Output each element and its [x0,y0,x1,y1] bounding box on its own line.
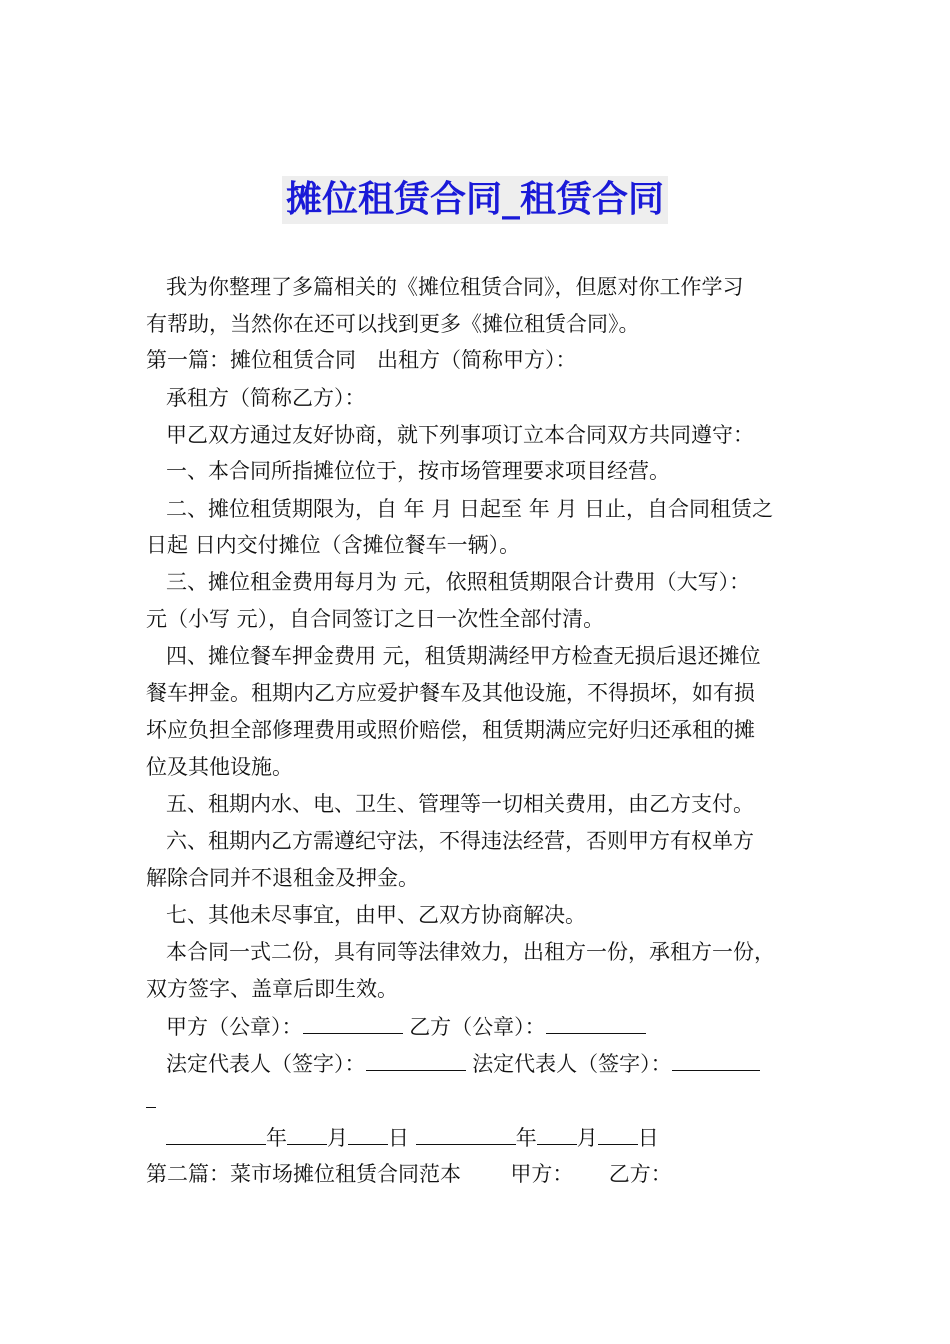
day-b-blank [598,1122,638,1145]
part-two-heading: 第二篇：菜市场摊位租赁合同范本 [146,1162,461,1186]
clause-7: 七、其他未尽事宜，由甲、乙双方协商解决。 [166,903,586,927]
paragraph-line: 本合同一式二份，具有同等法律效力，出租方一份，承租方一份， [166,940,775,964]
day-label: 日 [388,1126,409,1150]
day-a-blank [348,1122,388,1145]
legal-rep-line [166,1048,760,1079]
paragraph-line: 承租方（简称乙方）： [166,386,366,410]
paragraph-line: 坏应负担全部修理费用或照价赔偿，租赁期满应完好归还承租的摊 [146,718,755,742]
legal-rep-b-blank-continued [146,1085,156,1108]
legal-rep-b-blank [672,1048,760,1071]
day-label: 日 [637,1126,659,1150]
document-title-wrap [0,176,950,230]
paragraph-line: 日起 日内交付摊位（含摊位餐车一辆）。 [146,533,521,557]
legal-rep-overflow [146,1085,156,1116]
month-label: 月 [576,1126,598,1150]
seal-line [166,1011,646,1042]
legal-rep-b-label: 法定代表人（签字）： [472,1052,672,1076]
month-b-blank [537,1122,577,1145]
year-label: 年 [266,1126,287,1150]
paragraph-line: 元（小写 元），自合同签订之日一次性全部付清。 [146,607,605,631]
month-a-blank [287,1122,327,1145]
part-two-party-a: 甲方： [510,1162,574,1186]
paragraph-line: 有帮助，当然你在还可以找到更多《摊位租赁合同》。 [146,312,640,336]
section-heading: 第一篇：摊位租赁合同 出租方（简称甲方）： [146,348,577,372]
year-label: 年 [515,1126,537,1150]
part-two-party-b: 乙方： [608,1162,672,1186]
clause-5: 五、租期内水、电、卫生、管理等一切相关费用，由乙方支付。 [166,792,754,816]
month-label: 月 [327,1126,348,1150]
party-a-seal-blank [303,1011,403,1034]
paragraph-line: 餐车押金。租期内乙方应爱护餐车及其他设施，不得损坏，如有损 [146,681,755,705]
date-line [166,1122,659,1153]
clause-2: 二、摊位租赁期限为，自 年 月 日起至 年 月 日止，自合同租赁之 [166,497,774,521]
clause-3: 三、摊位租金费用每月为 元，依照租赁期限合计费用（大写）： [166,570,751,594]
paragraph-line: 我为你整理了多篇相关的《摊位租赁合同》，但愿对你工作学习 [166,275,744,299]
party-b-seal-blank [546,1011,646,1034]
paragraph-line: 甲乙双方通过友好协商，就下列事项订立本合同双方共同遵守： [166,423,754,447]
clause-6: 六、租期内乙方需遵纪守法，不得违法经营，否则甲方有权单方 [166,829,754,853]
date-a-blank [166,1122,266,1145]
part-two-line [146,1159,672,1189]
paragraph-line: 解除合同并不退租金及押金。 [146,866,419,890]
party-b-seal-label: 乙方（公章）： [409,1015,546,1039]
paragraph-line: 双方签字、盖章后即生效。 [146,977,398,1001]
clause-1: 一、本合同所指摊位位于，按市场管理要求项目经营。 [166,459,670,483]
clause-4: 四、摊位餐车押金费用 元，租赁期满经甲方检查无损后退还摊位 [166,644,761,668]
legal-rep-a-blank [366,1048,466,1071]
document-title: 摊位租赁合同_租赁合同 [282,176,668,224]
party-a-seal-label: 甲方（公章）： [166,1015,303,1039]
date-b-blank [416,1122,516,1145]
legal-rep-a-label: 法定代表人（签字）： [166,1052,366,1076]
paragraph-line: 位及其他设施。 [146,755,293,779]
